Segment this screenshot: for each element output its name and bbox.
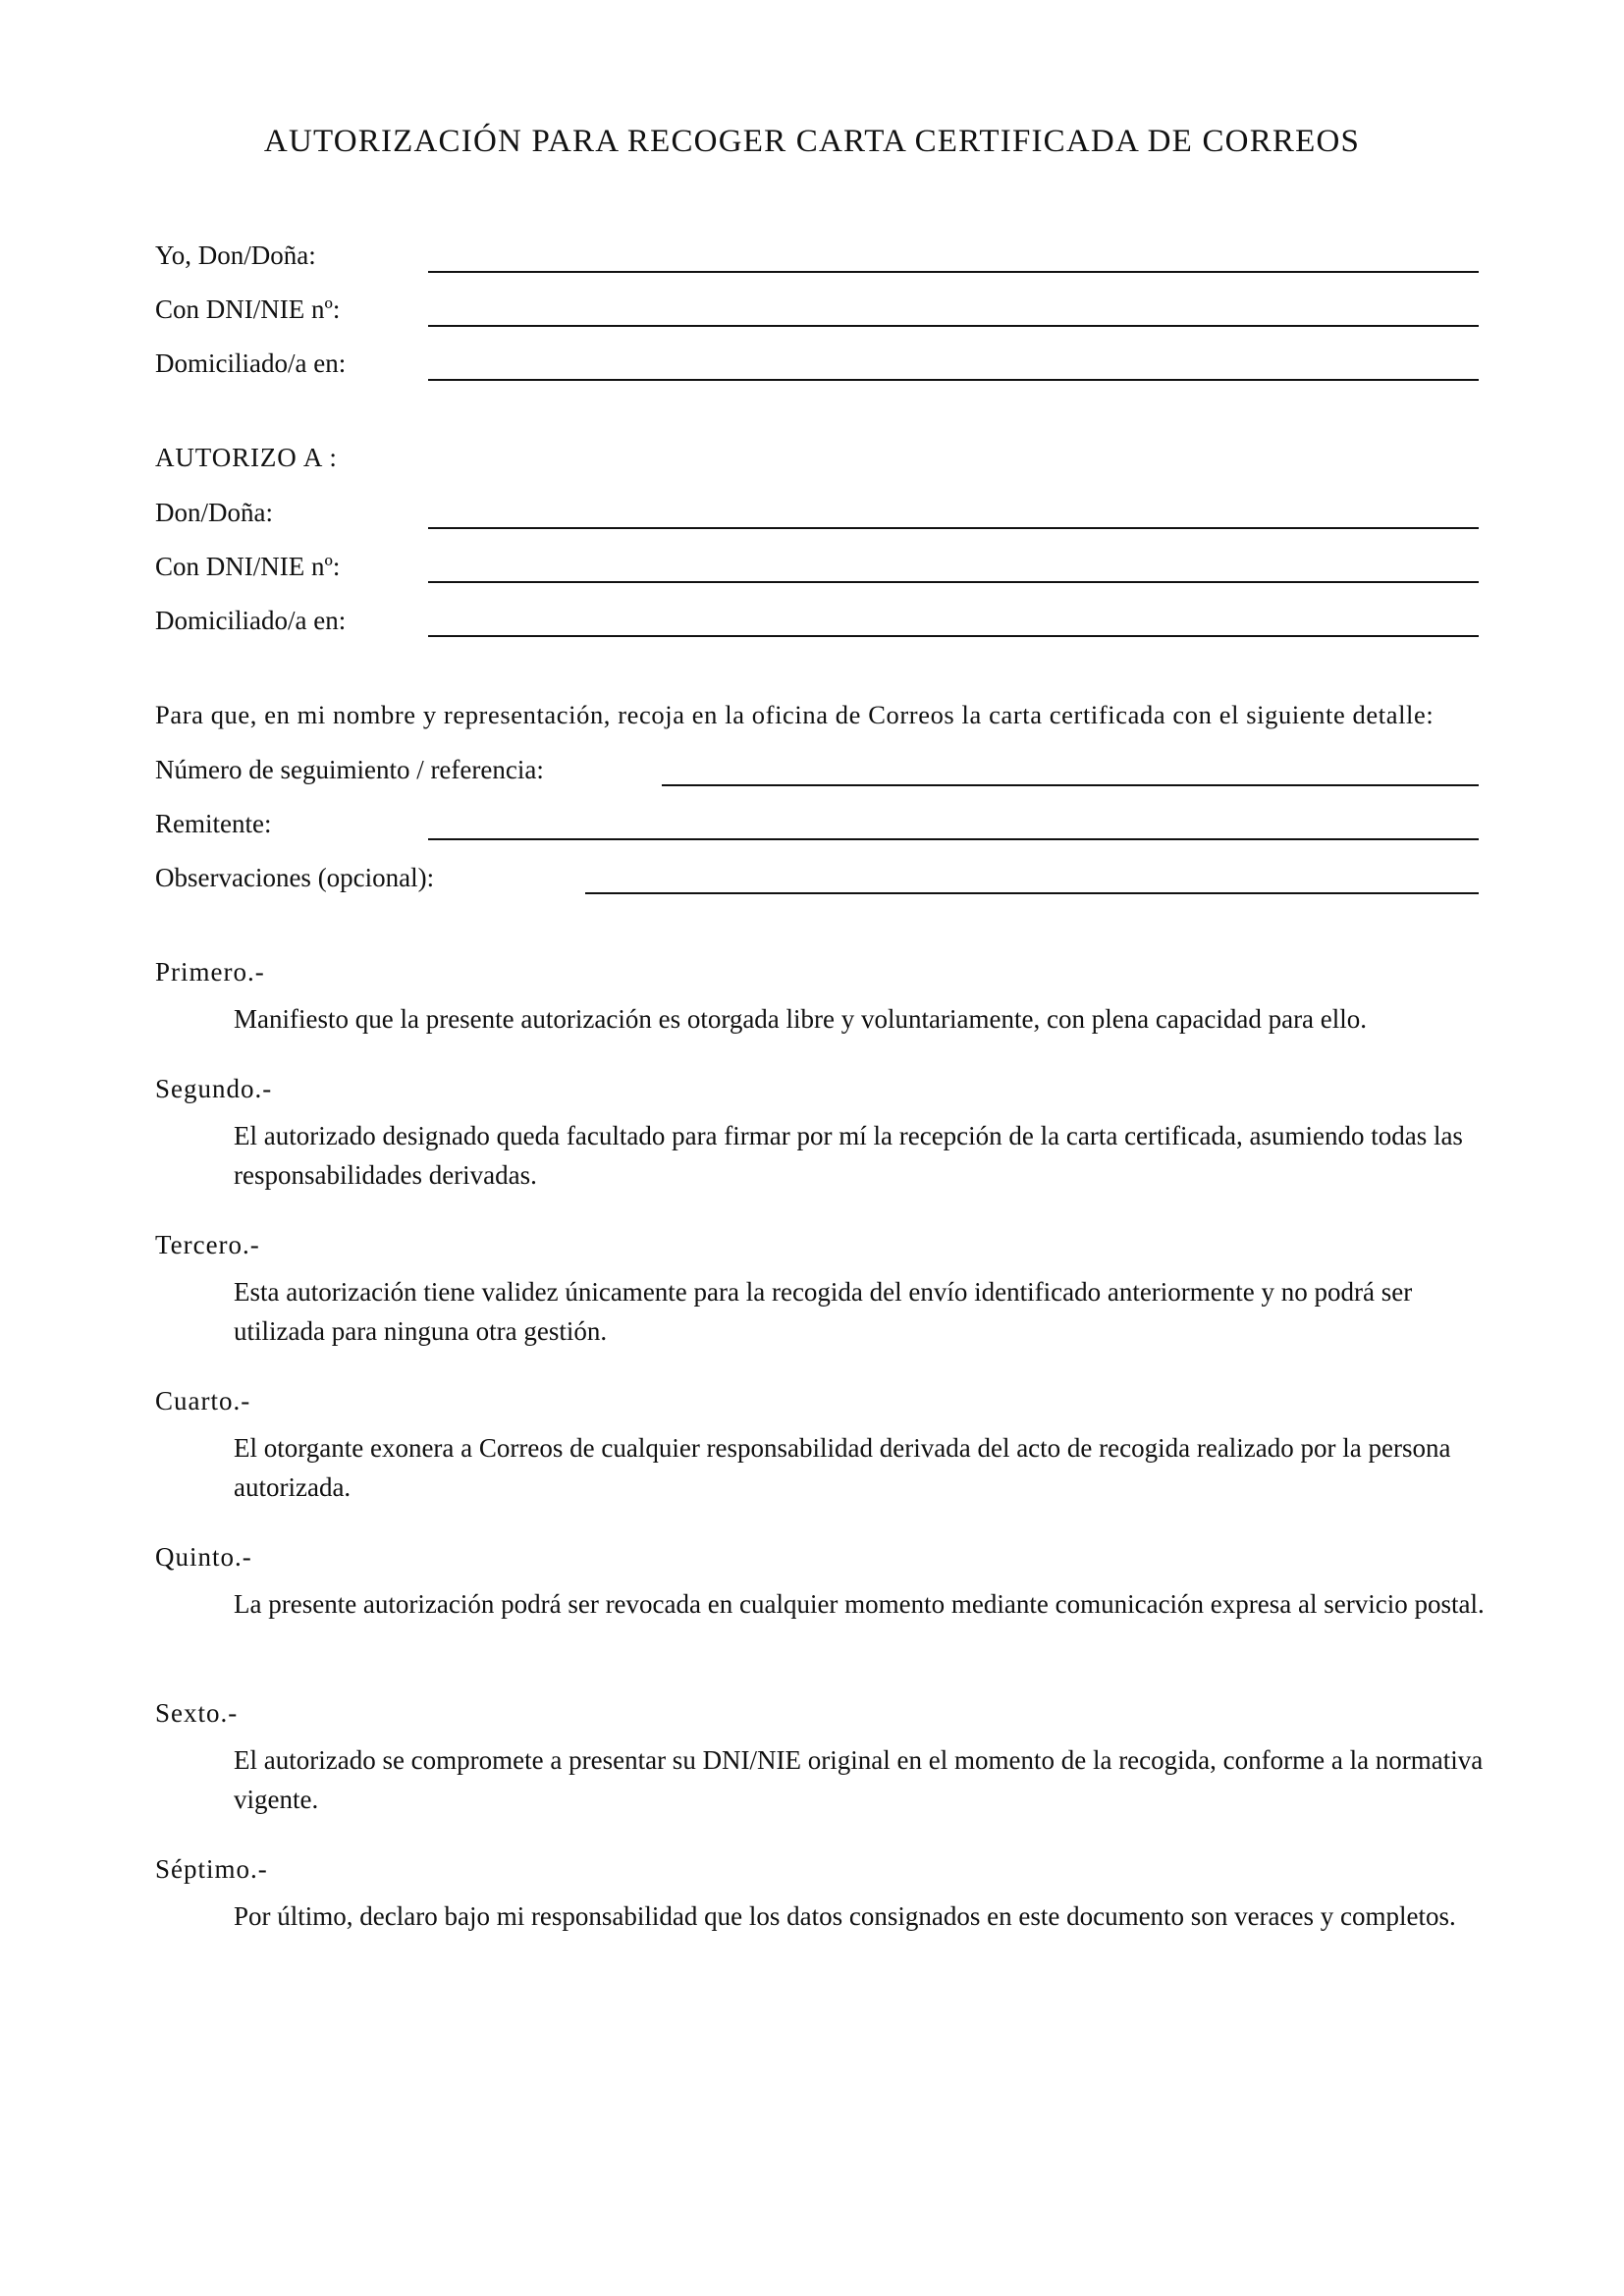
tracking-field[interactable] (662, 753, 1479, 786)
tracking-label: Número de seguimiento / referencia: (155, 755, 544, 784)
clause-heading: Primero.- (155, 957, 265, 987)
envio-intro: Para que, en mi nombre y representación, recoja en la oficina de Correos la carta certificada con el siguiente detalle: (155, 700, 1435, 729)
clause-text: La presente autorización podrá ser revocada en cualquier momento mediante comunicación expresa al servicio postal. (234, 1589, 1485, 1619)
clause-heading: Cuarto.- (155, 1386, 251, 1415)
otorgante-dni-label: Con DNI/NIE nº: (155, 294, 341, 324)
notes-field[interactable] (585, 861, 1479, 894)
clause-text: Manifiesto que la presente autorización es otorgada libre y voluntariamente, con plena capacidad para ello. (234, 1004, 1368, 1034)
sender-label: Remitente: (155, 809, 272, 838)
autorizado-address-label: Domiciliado/a en: (155, 606, 347, 635)
autorizado-dni-field[interactable] (428, 550, 1479, 583)
otorgante-address-field[interactable] (428, 347, 1479, 381)
clause-heading: Segundo.- (155, 1074, 273, 1103)
autorizado-dni-label: Con DNI/NIE nº: (155, 552, 341, 581)
otorgante-address-label: Domiciliado/a en: (155, 348, 347, 378)
document-title: AUTORIZACIÓN PARA RECOGER CARTA CERTIFICADA DE CORREOS (263, 124, 1361, 159)
clause-heading: Tercero.- (155, 1230, 260, 1259)
notes-label: Observaciones (opcional): (155, 863, 435, 892)
clause-heading: Quinto.- (155, 1542, 252, 1572)
otorgante-name-label: Yo, Don/Doña: (155, 240, 316, 270)
otorgante-name-field[interactable] (428, 240, 1479, 273)
sender-field[interactable] (428, 807, 1479, 840)
clause-heading: Sexto.- (155, 1698, 239, 1728)
autorizo-heading: AUTORIZO A : (155, 443, 338, 472)
clause-text: Por último, declaro bajo mi responsabilidad que los datos consignados en este documento son veraces y completos. (234, 1901, 1456, 1931)
clause-text: El autorizado designado queda facultado para firmar por mí la recepción de la carta certificada, asumiendo todas las responsabilidades derivadas. (234, 1121, 1463, 1190)
autorizado-name-field[interactable] (428, 496, 1479, 529)
clause-text: El autorizado se compromete a presentar su DNI/NIE original en el momento de la recogida, conforme a la normativa vigente. (234, 1745, 1484, 1814)
clause-heading: Séptimo.- (155, 1854, 268, 1884)
clause-text: Esta autorización tiene validez únicamente para la recogida del envío identificado anteriormente y no podrá ser utilizada para ninguna otra gestión. (234, 1277, 1413, 1346)
autorizado-address-field[interactable] (428, 604, 1479, 637)
otorgante-dni-field[interactable] (428, 294, 1479, 327)
autorizado-name-label: Don/Doña: (155, 498, 273, 527)
clause-text: El otorgante exonera a Correos de cualquier responsabilidad derivada del acto de recogida realizado por la persona autorizada. (234, 1433, 1451, 1502)
